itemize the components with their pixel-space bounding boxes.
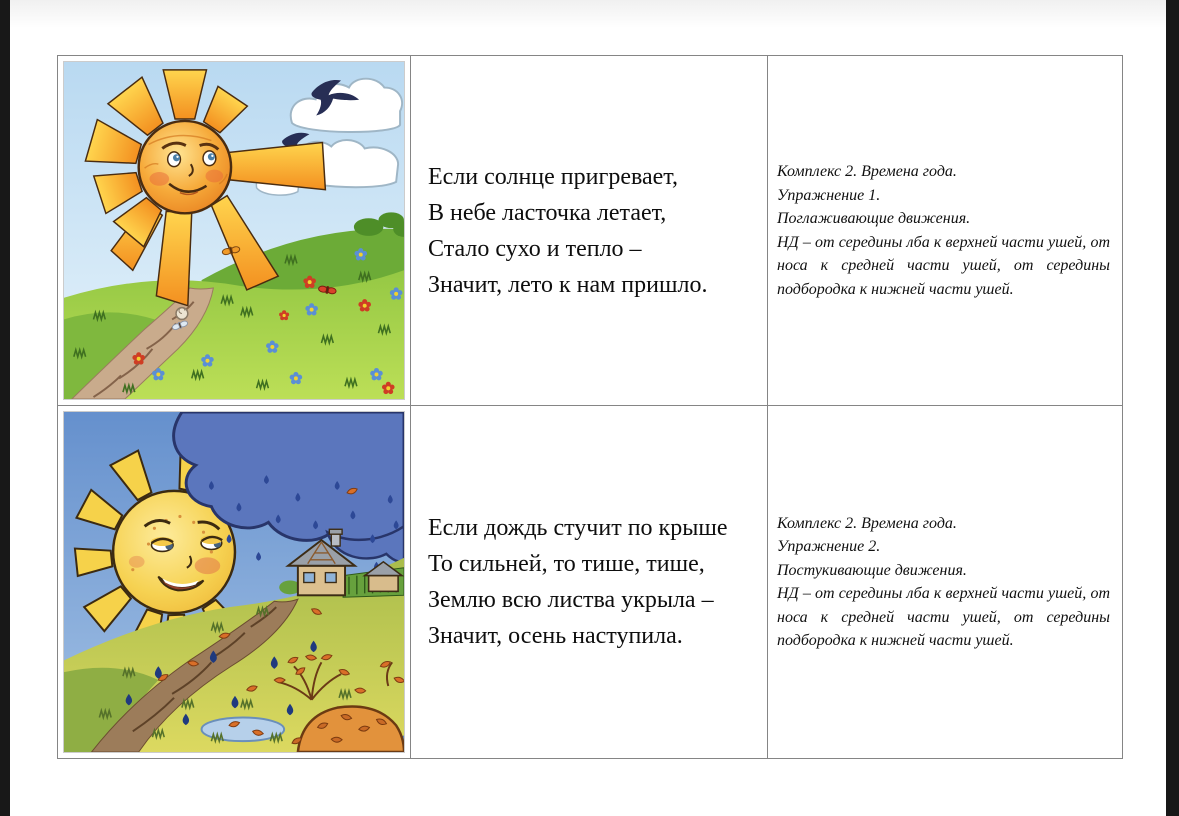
poem-line: Землю всю листва укрыла – (428, 587, 714, 613)
complex-title: Комплекс 2. Времена года. (777, 163, 957, 180)
exercise-table (57, 55, 1123, 759)
movement-type: Поглаживающие движения. (777, 210, 971, 227)
summer-sun-meadow-illustration (64, 62, 404, 399)
movement-details: НД – от середины лба к верхней части ушей, от носа к средней части ушей, от середины подбородка к нижней части ушей. (777, 233, 1110, 298)
movement-type: Постукивающие движения. (777, 561, 967, 579)
left-black-edge (0, 0, 10, 816)
exercise-number: Упражнение 1. (777, 186, 881, 204)
exercise-number: Упражнение 2. (777, 538, 881, 555)
illustration-cell-summer (58, 56, 411, 406)
movement-details: НД – от середины лба к верхней части ушей, от носа к средней части ушей, от середины подбородка к нижней части ушей. (777, 585, 1110, 649)
poem-line: В небе ласточка летает, (428, 199, 667, 226)
poem-line: Значит, осень наступила. (428, 623, 683, 649)
illustration-cell-autumn (58, 406, 411, 759)
top-shade (10, 0, 1166, 28)
autumn-rain-sun-illustration (64, 412, 404, 752)
poem-cell-autumn (411, 406, 768, 759)
poem-line: Стало сухо и тепло – (428, 235, 642, 262)
poem-line: То сильней, то тише, тише, (428, 551, 705, 577)
complex-title: Комплекс 2. Времена года. (777, 514, 957, 532)
summer-illustration-frame (63, 61, 405, 400)
autumn-illustration-frame (63, 411, 405, 753)
poem-line: Если дождь стучит по крыше (428, 515, 728, 541)
instructions-cell-exercise-2 (768, 406, 1123, 759)
poem-cell-summer (411, 56, 768, 406)
poem-line: Значит, лето к нам пришло. (428, 271, 708, 298)
instructions-cell-exercise-1 (768, 56, 1123, 406)
right-black-edge (1166, 0, 1179, 816)
poem-line: Если солнце пригревает, (428, 163, 678, 190)
